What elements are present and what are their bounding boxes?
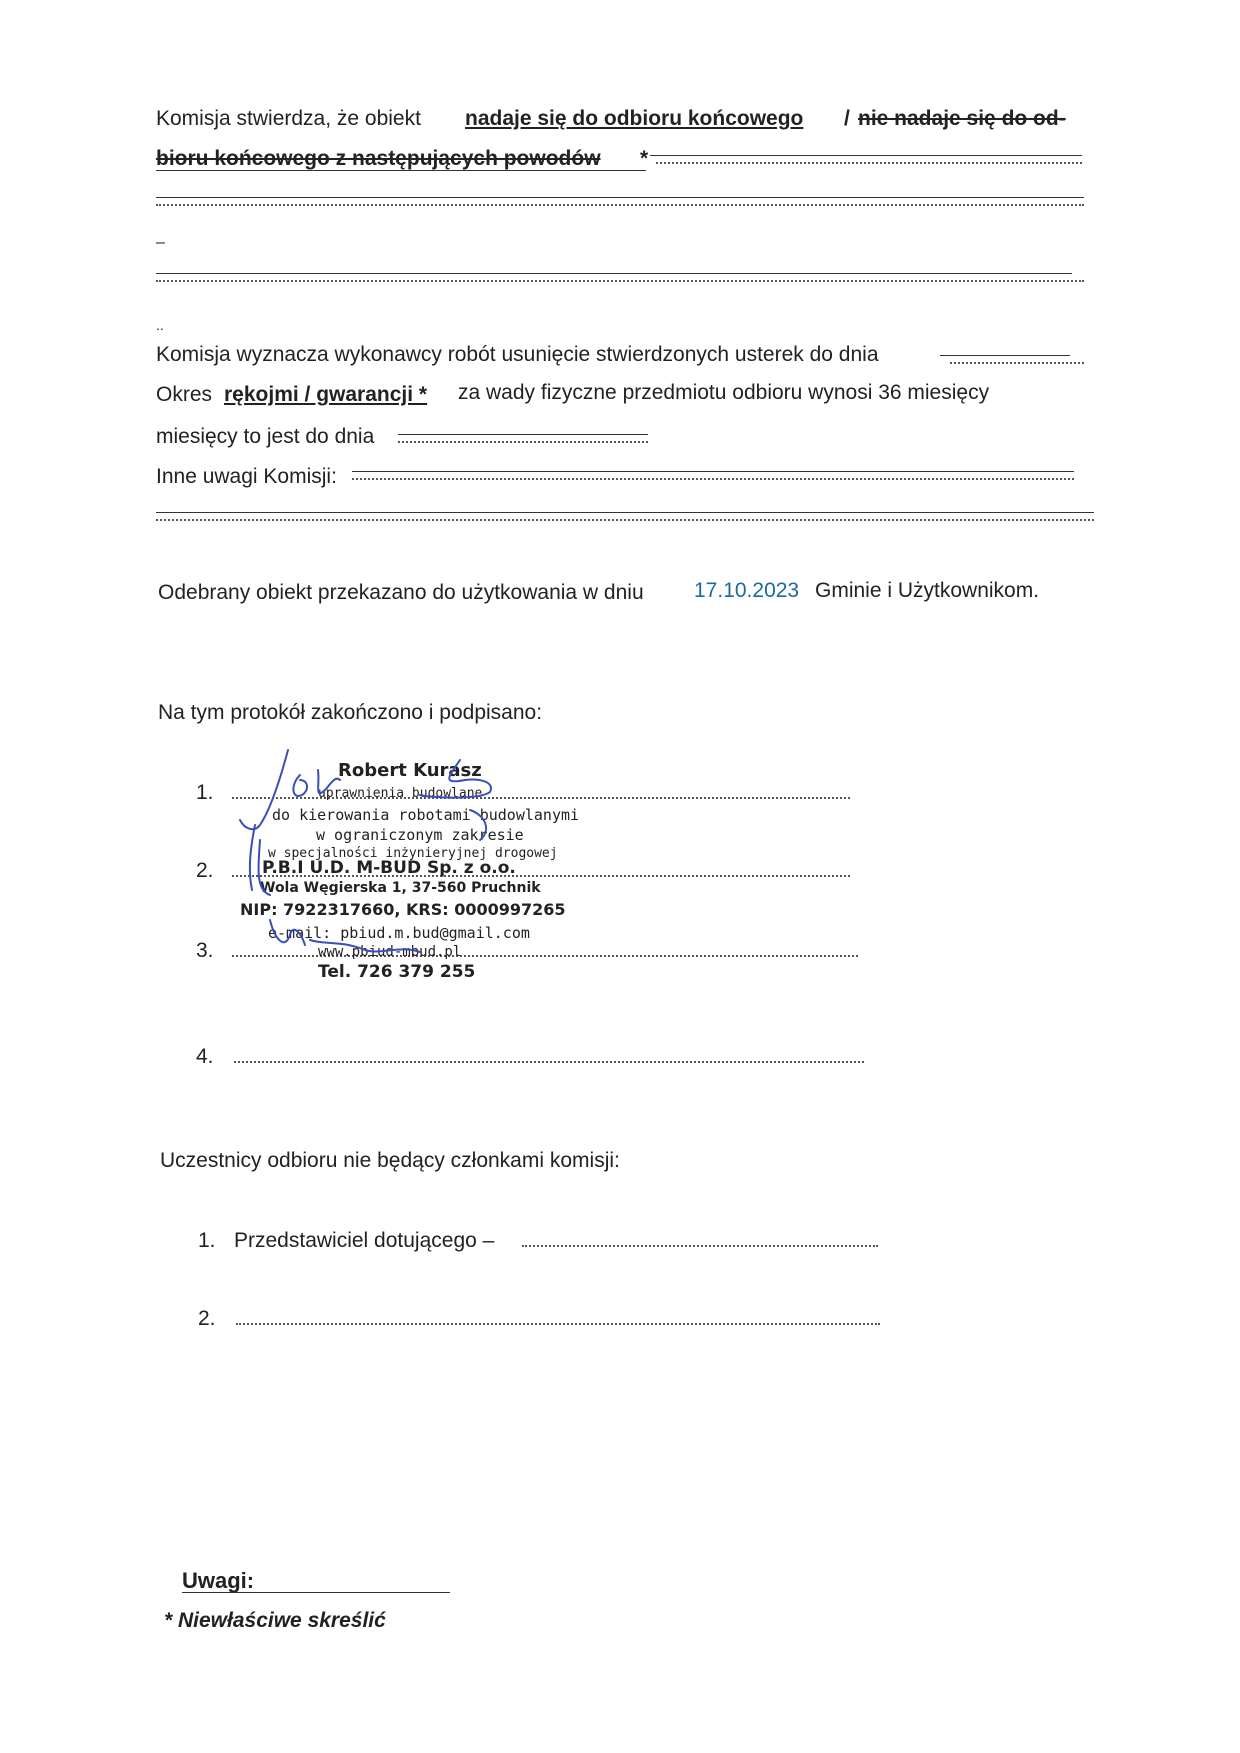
strike-underline (156, 170, 646, 171)
participant-1-line (522, 1245, 878, 1247)
statement-prefix: Komisja stwierdza, że obiekt (156, 107, 421, 130)
handwritten-signatures (230, 740, 550, 980)
reason-line-3 (156, 280, 1084, 282)
stamp-address: Wola Węgierska 1, 37-560 Pruchnik (260, 880, 541, 896)
notes-rule (182, 1592, 450, 1593)
dash-mark: – (156, 234, 165, 251)
statement-slash: / (844, 107, 850, 130)
dots-mark: .. (156, 317, 164, 333)
stamp-ids: NIP: 7922317660, KRS: 0000997265 (240, 900, 566, 919)
stamp-line-2: do kierowania robotami budowlanymi (272, 806, 580, 824)
stamp-line-4: w specjalności inżynieryjnej drogowej (268, 846, 558, 861)
warranty-date-line (398, 441, 648, 443)
stamp-company: P.B.I U.D. M-BUD Sp. z o.o. (262, 858, 516, 878)
reason-rule-2 (156, 197, 1084, 198)
remarks-rule-2 (156, 512, 1094, 513)
signatory-4-line (234, 1061, 864, 1063)
stamp-www: www.pbiud-mbud.pl (318, 944, 462, 960)
participant-1-number: 1. (198, 1229, 216, 1252)
remarks-rule-1 (352, 471, 1074, 472)
statement-fit-option: nadaje się do odbioru końcowego (465, 107, 804, 130)
handover-suffix: Gminie i Użytkownikom. (815, 579, 1040, 602)
statement-asterisk: * (640, 147, 649, 170)
remarks-line-1 (352, 478, 1074, 480)
stamp-email: e-mail: pbiud.m.bud@gmail.com (268, 924, 530, 942)
notes-label: Uwagi: (182, 1568, 255, 1593)
warranty-prefix: Okres (156, 383, 213, 406)
stamp-line-3: w ograniczonym zakresie (316, 826, 524, 844)
stamp-name: Robert Kurasz (338, 760, 482, 781)
remarks-line-2 (156, 519, 1094, 521)
participant-2-line (236, 1323, 880, 1325)
deadline-line (950, 362, 1084, 364)
statement-unfit-option-cont: bioru końcowego z następujących powodów (156, 147, 601, 170)
participants-heading: Uczestnicy odbioru nie będący członkami komisji: (160, 1149, 620, 1172)
signatory-4-number: 4. (196, 1045, 214, 1068)
stamp-tel: Tel. 726 379 255 (318, 962, 476, 982)
handover-prefix: Odebrany obiekt przekazano do użytkowania w dniu (158, 581, 644, 604)
signed-heading: Na tym protokół zakończono i podpisano: (158, 701, 543, 724)
deadline-text: Komisja wyznacza wykonawcy robót usunięcie stwierdzonych usterek do dnia (156, 343, 879, 366)
participant-1-label: Przedstawiciel dotującego – (234, 1229, 495, 1252)
signatory-2-number: 2. (196, 859, 214, 882)
reason-line-1 (656, 162, 1082, 164)
warranty-date-label: miesięcy to jest do dnia (156, 425, 375, 448)
signatory-1-number: 1. (196, 781, 214, 804)
reason-line-2 (156, 204, 1084, 206)
handover-date: 17.10.2023 (694, 579, 800, 602)
warranty-text: za wady fizyczne przedmiotu odbioru wynosi 36 miesięcy (458, 381, 990, 404)
deadline-rule (940, 355, 1070, 356)
remarks-label: Inne uwagi Komisji: (156, 465, 337, 488)
statement-unfit-option: nie nadaje się do od- (858, 107, 1066, 130)
warranty-rule (398, 434, 648, 435)
reason-rule-3 (156, 273, 1072, 274)
stamp-line-1: uprawnienia budowlane (318, 786, 483, 801)
reason-rule-1 (650, 155, 1082, 156)
footnote: * Niewłaściwe skreślić (164, 1609, 386, 1632)
warranty-term: rękojmi / gwarancji * (224, 383, 428, 406)
participant-2-number: 2. (198, 1307, 216, 1330)
signatory-3-number: 3. (196, 939, 214, 962)
